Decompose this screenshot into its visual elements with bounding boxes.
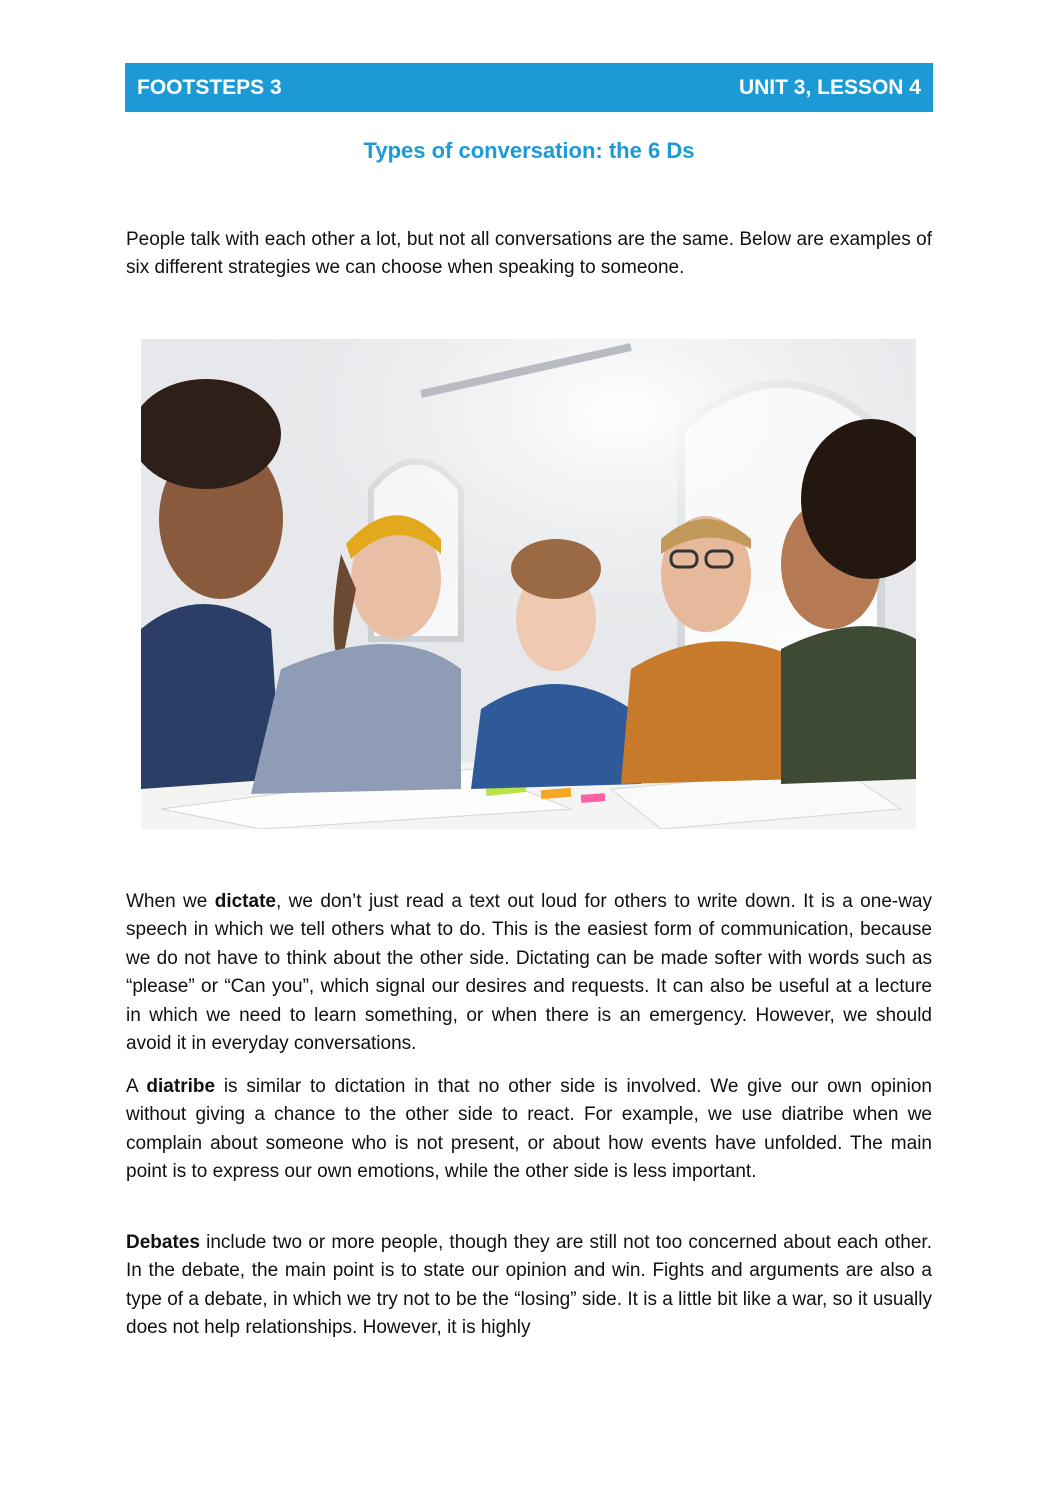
term-dictate: dictate [214,891,276,912]
group-discussion-photo [141,339,916,829]
debates-paragraph: Debates include two or more people, though they are still not too concerned about each other. In the debate, the main point is to state our opinion and win. Fights and arguments are also a type of a debate, in which we try not to be the “losing” side. It is a little bit like a war, so it usually does not help relationships. However, it is highly [126,1232,932,1339]
term-diatribe: diatribe [146,1076,216,1097]
page-title: Types of conversation: the 6 Ds [363,138,695,163]
course-name: FOOTSTEPS 3 [137,75,282,99]
term-debates: Debates [126,1232,200,1253]
header-bar [125,63,933,112]
unit-lesson: UNIT 3, LESSON 4 [738,75,921,99]
dictate-paragraph: When we dictate, we don’t just read a text out loud for others to write down. It is a one-way speech in which we tell others what to do. This is the easiest form of communication, because we do not have to think about the other side. Dictating can be made softer with words such as “please” or “Can you”, which signal our desires and requests. It can also be useful at a lecture in which we need to learn something, or when there is an emergency. However, we should avoid it in everyday conversations. [126,891,932,1055]
intro-paragraph: People talk with each other a lot, but not all conversations are the same. Below are examples of six different strategies we can choose when speaking to someone. [126,229,932,279]
diatribe-paragraph: A diatribe is similar to dictation in that no other side is involved. We give our own opinion without giving a chance to the other side to react. For example, we use diatribe when we complain about someone who is not present, or about how events have unfolded. The main point is to express our own emotions, while the other side is less important. [126,1076,932,1183]
